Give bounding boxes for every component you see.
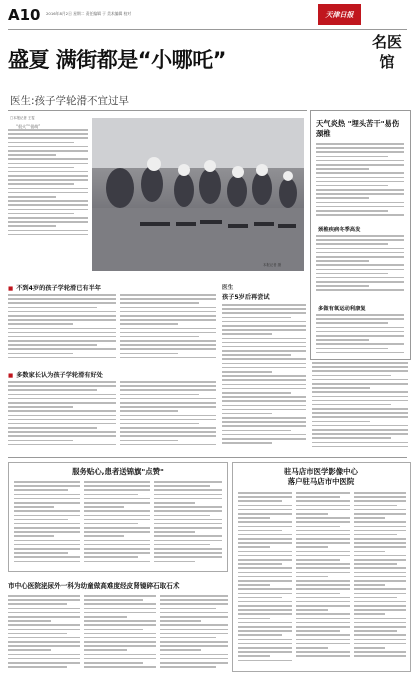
newspaper-logo (318, 4, 361, 25)
roller-skating-children-photo (92, 118, 304, 271)
sidebar-subhead-1: 颈椎疾病冬季高发 (318, 227, 361, 233)
intro-quote: “很火”“很萌” (16, 124, 41, 129)
news-box-service-text-col1 (14, 481, 80, 567)
section-2-text-col1 (8, 381, 116, 449)
column-label-line-1: 名医 (371, 33, 402, 51)
logo-text: 天津日报 (325, 10, 354, 19)
header-rule (8, 29, 407, 30)
bottom-story-text-col3 (160, 595, 228, 671)
section-2-text-col2 (120, 381, 216, 449)
section-2-heading (8, 370, 103, 379)
section-1-heading (8, 283, 101, 292)
bottom-rule (8, 457, 407, 458)
intro-text (8, 129, 88, 241)
sidebar-text-1 (316, 143, 404, 218)
bottom-story-text-col1 (8, 595, 80, 671)
sidebar-text-3 (316, 314, 404, 356)
photo-credit: 本报记者 摄 (263, 263, 282, 267)
column-label-line-2: 馆 (379, 53, 395, 71)
section-marker-icon: ■ (8, 373, 14, 379)
bottom-story-title: 市中心医院泌尿外一科为幼童做高难度经皮肾镜碎石取石术 (8, 582, 180, 590)
sidebar-subhead-2: 多做有氧运动利康复 (318, 306, 366, 312)
column-label (366, 32, 408, 72)
page-number: A10 (8, 6, 41, 24)
news-box-service-text-col3 (154, 481, 222, 567)
byline: □本报记者 王雯 (10, 116, 35, 120)
sidebar-box-title (316, 119, 406, 139)
section-1-text-col1 (8, 294, 116, 362)
section-3-label: 医生 (222, 285, 234, 291)
section-1-heading-text: 不到4岁的孩子学轮滑已有半年 (16, 285, 101, 292)
news-box-imaging-title: 驻马店市医学影像中心 落户驻马店市中医院 (284, 467, 358, 486)
news-box-imaging-text-col2 (296, 492, 350, 666)
news-box-imaging-text-col3 (354, 492, 406, 666)
news-box-service-text-col2 (84, 481, 150, 567)
sidebar-box-title-text: 天气炎热 "埋头苦干"易伤颈椎 (316, 119, 400, 138)
news-photo (92, 118, 304, 271)
sidebar-text-2 (316, 235, 404, 297)
section-1-text-col2 (120, 294, 216, 362)
headline-rule (8, 110, 307, 111)
section-marker-icon: ■ (8, 286, 14, 292)
news-box-service-title: 服务贴心,患者送锦旗"点赞" (72, 467, 164, 476)
bottom-story-text-col2 (84, 595, 156, 671)
date-line: 2016年8月2日 星期二 责任编辑 于 美术编辑 校对 (46, 11, 132, 16)
news-box-imaging-text-col1 (238, 492, 292, 666)
section-2-heading-text: 多数家长认为孩子学轮滑有好处 (16, 372, 103, 379)
sidebar-text-4 (312, 362, 408, 452)
main-headline: 盛夏 满街都是“小哪吒” (8, 48, 226, 72)
sub-headline: 医生:孩子学轮滑不宜过早 (10, 95, 130, 107)
section-3-text (222, 304, 306, 452)
section-3-heading: 孩子5岁后再尝试 (222, 294, 270, 301)
